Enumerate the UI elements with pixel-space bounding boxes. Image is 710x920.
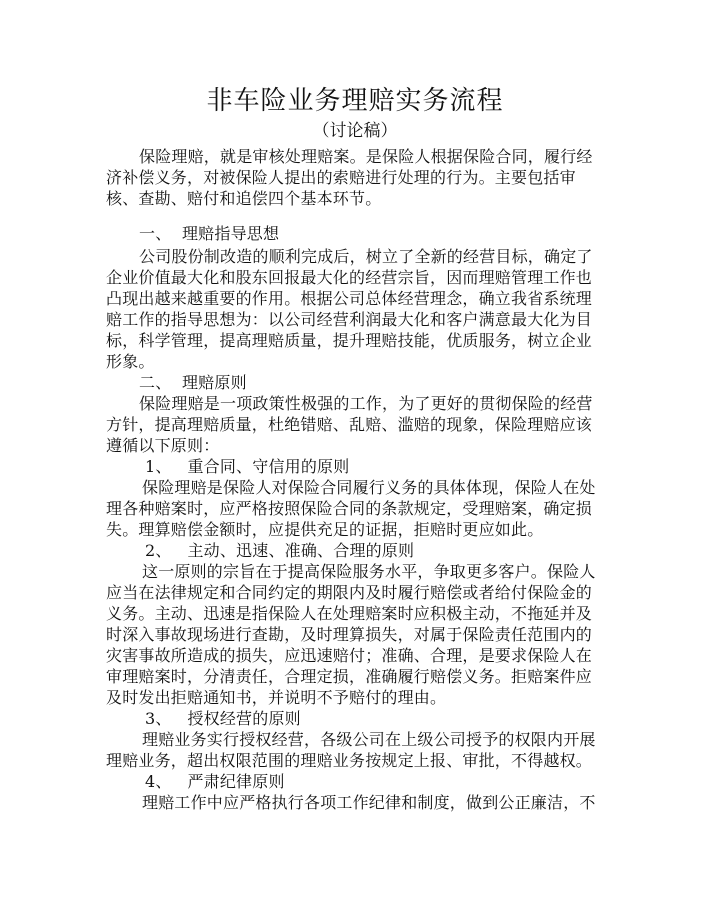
paragraph-line: 这一原则的宗旨在于提高保险服务水平，争取更多客户。保险人 (142, 562, 596, 581)
paragraph-line: 审理赔案时，分清责任，合理定损，准确履行赔偿义务。拒赔案件应 (106, 667, 593, 686)
paragraph-line: 保险理赔，就是审核处理赔案。是保险人根据保险合同，履行经 (139, 147, 593, 166)
paragraph-line: 企业价值最大化和股东回报最大化的经营宗旨，因而理赔管理工作也 (106, 268, 593, 287)
subsection-heading: 2、 主动、迅速、准确、合理的原则 (145, 541, 415, 560)
paragraph-line: 保险理赔是一项政策性极强的工作，为了更好的贯彻保险的经营 (139, 394, 593, 413)
document-subtitle: （讨论稿） (312, 121, 398, 141)
paragraph-line: 核、查勘、赔付和追偿四个基本环节。 (106, 189, 382, 208)
subsection-heading: 4、 严肃纪律原则 (145, 772, 285, 791)
paragraph-line: 理赔业务，超出权限范围的理赔业务按规定上报、审批，不得越权。 (106, 751, 593, 770)
paragraph-line: 理赔工作中应严格执行各项工作纪律和制度，做到公正廉洁，不 (142, 793, 596, 812)
paragraph-line: 应当在法律规定和合同约定的期限内及时履行赔偿或者给付保险金的 (106, 583, 593, 602)
document-title: 非车险业务理赔实务流程 (206, 86, 504, 116)
paragraph-line: 凸现出越来越重要的作用。根据公司总体经营理念，确立我省系统理 (106, 289, 593, 308)
section-heading: 二、 理赔原则 (139, 373, 247, 392)
paragraph-line: 时深入事故现场进行查勘，及时理算损失，对属于保险责任范围内的 (106, 625, 593, 644)
paragraph-line: 标，科学管理，提高理赔质量，提升理赔技能，优质服务，树立企业 (106, 331, 593, 350)
section-heading: 一、 理赔指导思想 (139, 224, 280, 243)
paragraph-line: 形象。 (106, 352, 155, 371)
paragraph-line: 及时发出拒赔通知书，并说明不予赔付的理由。 (106, 688, 447, 707)
subsection-heading: 1、 重合同、守信用的原则 (145, 457, 350, 476)
paragraph-line: 理赔业务实行授权经营，各级公司在上级公司授予的权限内开展 (142, 730, 596, 749)
paragraph-line: 灾害事故所造成的损失，应迅速赔付；准确、合理，是要求保险人在 (106, 646, 593, 665)
subsection-heading: 3、 授权经营的原则 (145, 709, 301, 728)
paragraph-line: 遵循以下原则： (106, 436, 220, 455)
paragraph-line: 失。理算赔偿金额时，应提供充足的证据，拒赔时更应如此。 (106, 520, 544, 539)
paragraph-line: 赔工作的指导思想为：以公司经营利润最大化和客户满意最大化为目 (106, 310, 593, 329)
paragraph-line: 公司股份制改造的顺利完成后，树立了全新的经营目标，确定了 (139, 247, 593, 266)
paragraph-line: 理各种赔案时，应严格按照保险合同的条款规定，受理赔案，确定损 (106, 499, 593, 518)
paragraph-line: 方针，提高理赔质量，杜绝错赔、乱赔、滥赔的现象，保险理赔应该 (106, 415, 593, 434)
paragraph-line: 保险理赔是保险人对保险合同履行义务的具体体现，保险人在处 (142, 478, 596, 497)
paragraph-line: 义务。主动、迅速是指保险人在处理赔案时应积极主动，不拖延并及 (106, 604, 593, 623)
paragraph-line: 济补偿义务，对被保险人提出的索赔进行处理的行为。主要包括审 (106, 168, 576, 187)
